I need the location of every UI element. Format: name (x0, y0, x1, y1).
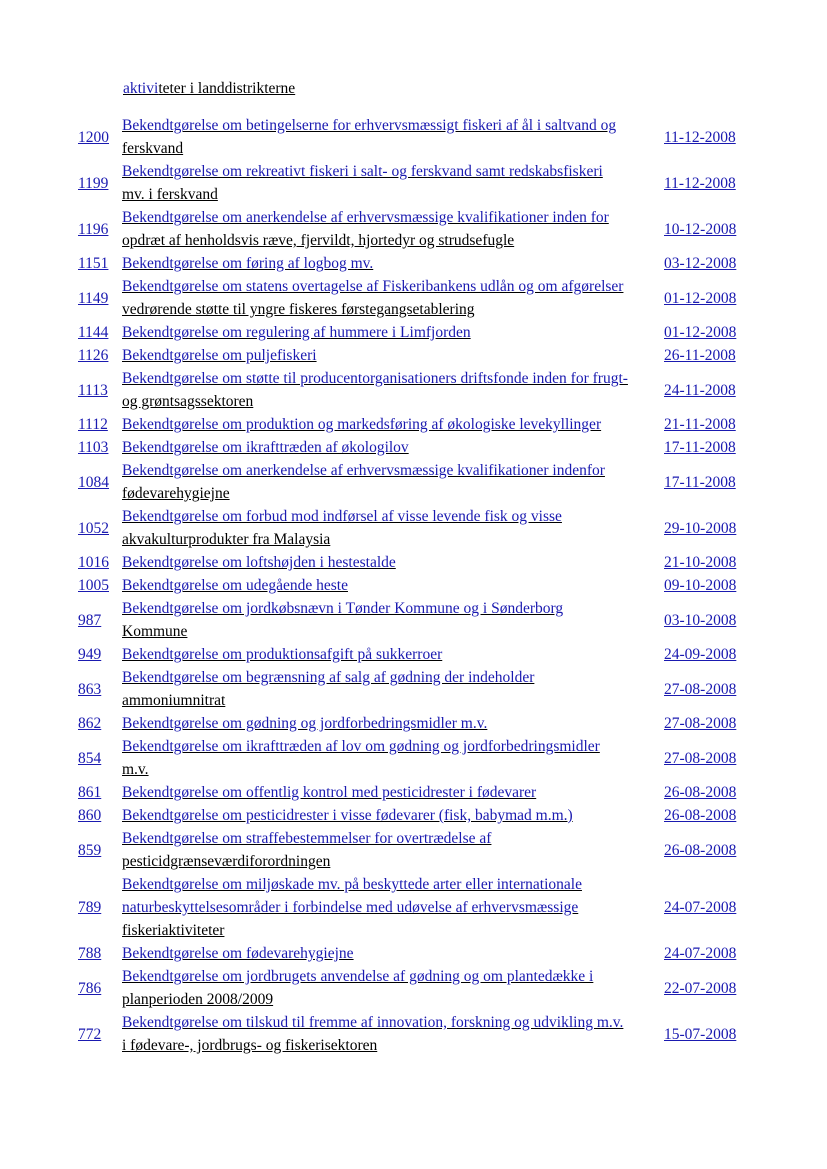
regulation-number-link[interactable]: 1151 (78, 255, 109, 272)
regulation-date-link[interactable]: 03-10-2008 (664, 611, 737, 629)
title-line-2[interactable]: pesticidgrænseværdiforordningen (122, 853, 331, 870)
regulation-title-link[interactable] (122, 643, 664, 666)
regulation-title-link[interactable] (122, 275, 664, 321)
regulation-number-link[interactable]: 862 (78, 715, 102, 732)
regulation-title-link[interactable] (122, 367, 664, 413)
title-line-1[interactable]: Bekendtgørelse om ikrafttræden af økologilov (122, 439, 409, 456)
list-item (78, 873, 746, 942)
regulation-title-link[interactable] (122, 160, 664, 206)
title-line-2[interactable]: m.v. (122, 761, 149, 778)
list-item (78, 367, 746, 413)
regulation-title-link[interactable] (122, 666, 664, 712)
title-line-2[interactable]: ferskvand (122, 140, 184, 157)
title-line-1[interactable]: Bekendtgørelse om anerkendelse af erhvervsmæssige kvalifikationer indenfor (122, 462, 605, 479)
title-line-2[interactable]: i fødevare-, jordbrugs- og fiskerisektoren (122, 1037, 378, 1054)
title-line-1[interactable]: Bekendtgørelse om udegående heste (122, 577, 348, 594)
continued-title-link-part[interactable]: aktivi (123, 80, 159, 97)
list-item (78, 413, 746, 436)
regulation-date-link[interactable]: 27-08-2008 (664, 715, 737, 732)
title-line-1[interactable]: Bekendtgørelse om begrænsning af salg af gødning der indeholder (122, 669, 535, 686)
title-line-1[interactable]: Bekendtgørelse om miljøskade mv. på beskyttede arter eller internationale (122, 876, 582, 893)
regulation-number-link[interactable]: 1052 (78, 519, 109, 537)
regulation-number-link[interactable]: 788 (78, 945, 102, 962)
title-line-1[interactable]: Bekendtgørelse om pesticidrester i visse fødevarer (fisk, babymad m.m.) (122, 807, 573, 824)
regulation-date-link[interactable]: 17-11-2008 (664, 473, 736, 491)
title-line-1[interactable]: Bekendtgørelse om betingelserne for erhvervsmæssigt fiskeri af ål i saltvand og (122, 117, 617, 134)
title-line-1[interactable]: Bekendtgørelse om statens overtagelse af Fiskeribankens udlån og om afgørelser (122, 278, 624, 295)
regulation-date-link[interactable]: 01-12-2008 (664, 324, 737, 341)
title-line-1[interactable]: Bekendtgørelse om offentlig kontrol med pesticidrester i fødevarer (122, 784, 537, 801)
title-line-1[interactable]: Bekendtgørelse om jordkøbsnævn i Tønder Kommune og i Sønderborg (122, 600, 564, 617)
regulation-number-link[interactable]: 854 (78, 749, 102, 767)
title-line-1[interactable]: Bekendtgørelse om føring af logbog mv. (122, 255, 374, 272)
regulation-number-link[interactable]: 863 (78, 680, 102, 698)
regulation-title-link[interactable] (122, 344, 664, 367)
regulation-date-link[interactable]: 24-09-2008 (664, 646, 737, 663)
regulation-date-link[interactable]: 27-08-2008 (664, 680, 737, 698)
title-line-1[interactable]: Bekendtgørelse om støtte til producentorganisationers driftsfonde inden for frugt- (122, 370, 628, 387)
list-item (78, 344, 746, 367)
regulation-number-link[interactable]: 1199 (78, 174, 109, 192)
list-item (78, 321, 746, 344)
title-line-2[interactable]: fødevarehygiejne (122, 485, 230, 502)
regulation-date-link[interactable]: 27-08-2008 (664, 749, 737, 767)
regulation-title-link[interactable] (122, 206, 664, 252)
list-item (78, 114, 746, 160)
title-line-2[interactable]: opdræt af henholdsvis ræve, fjervildt, hjortedyr og strudsefugle (122, 232, 515, 249)
list-item (78, 804, 746, 827)
regulation-number-link[interactable]: 861 (78, 784, 102, 801)
regulation-date-link[interactable]: 26-08-2008 (664, 841, 737, 859)
list-item (78, 275, 746, 321)
title-line-2[interactable]: planperioden 2008/2009 (122, 991, 274, 1008)
regulation-number-link[interactable]: 1016 (78, 554, 109, 571)
regulation-title-link[interactable] (122, 873, 664, 942)
regulation-date-link[interactable]: 09-10-2008 (664, 577, 737, 594)
regulation-number-link[interactable]: 786 (78, 979, 102, 997)
title-line-1[interactable]: Bekendtgørelse om ikrafttræden af lov om gødning og jordforbedringsmidler (122, 738, 600, 755)
regulation-date-link[interactable]: 24-11-2008 (664, 381, 736, 399)
list-item (78, 712, 746, 735)
regulation-date-link[interactable]: 11-12-2008 (664, 174, 736, 192)
regulation-number-link[interactable]: 789 (78, 899, 102, 916)
list-item (78, 942, 746, 965)
list-item (78, 965, 746, 1011)
regulation-number-link[interactable]: 1103 (78, 439, 109, 456)
list-item (78, 666, 746, 712)
title-line-2[interactable]: Kommune (122, 623, 188, 640)
regulation-date-link[interactable]: 11-12-2008 (664, 128, 736, 146)
title-line-3[interactable]: fiskeriaktiviteter (122, 922, 225, 939)
list-item (78, 252, 746, 275)
title-line-1[interactable]: Bekendtgørelse om produktionsafgift på sukkerroer (122, 646, 443, 663)
list-item (78, 551, 746, 574)
regulation-title-link[interactable] (122, 413, 664, 436)
regulation-date-link[interactable]: 15-07-2008 (664, 1025, 737, 1043)
title-line-1[interactable]: Bekendtgørelse om regulering af hummere i Limfjorden (122, 324, 471, 341)
regulation-number-link[interactable]: 1005 (78, 577, 109, 594)
title-line-1[interactable]: Bekendtgørelse om rekreativt fiskeri i salt- og ferskvand samt redskabsfiskeri (122, 163, 603, 180)
regulation-number-link[interactable]: 1112 (78, 416, 108, 433)
list-item (78, 781, 746, 804)
title-line-1[interactable]: Bekendtgørelse om produktion og markedsføring af økologiske levekyllinger (122, 416, 602, 433)
regulation-number-link[interactable]: 859 (78, 841, 102, 859)
title-line-2[interactable]: vedrørende støtte til yngre fiskeres førstegangsetablering (122, 301, 475, 318)
list-item (78, 206, 746, 252)
regulation-number-link[interactable]: 772 (78, 1025, 102, 1043)
regulation-title-link[interactable] (122, 1011, 664, 1057)
regulation-title-link[interactable] (122, 114, 664, 160)
continued-title-rest: teter i landdistrikterne (158, 80, 296, 97)
list-item (78, 827, 746, 873)
list-item (78, 505, 746, 551)
regulation-list (78, 114, 746, 1057)
title-line-2[interactable]: mv. i ferskvand (122, 186, 218, 203)
list-item (78, 735, 746, 781)
list-item (78, 459, 746, 505)
regulation-date-link[interactable]: 24-07-2008 (664, 945, 737, 962)
regulation-number-link[interactable]: 1196 (78, 220, 109, 238)
regulation-title-link[interactable] (122, 459, 664, 505)
regulation-number-link[interactable]: 949 (78, 646, 102, 663)
title-line-1[interactable]: Bekendtgørelse om puljefiskeri (122, 347, 317, 364)
regulation-number-link[interactable]: 1084 (78, 473, 109, 491)
regulation-title-link[interactable] (122, 597, 664, 643)
regulation-number-link[interactable]: 1200 (78, 128, 109, 146)
title-line-1[interactable]: Bekendtgørelse om loftshøjden i hestestalde (122, 554, 396, 571)
regulation-title-link[interactable] (122, 252, 664, 275)
regulation-number-link[interactable]: 1113 (78, 381, 108, 399)
list-item (78, 597, 746, 643)
regulation-date-link[interactable]: 21-11-2008 (664, 416, 736, 433)
title-line-2[interactable]: og grøntsagssektoren (122, 393, 254, 410)
regulation-date-link[interactable]: 29-10-2008 (664, 519, 737, 537)
list-item (78, 574, 746, 597)
title-line-1[interactable]: Bekendtgørelse om jordbrugets anvendelse af gødning og om plantedække i (122, 968, 594, 985)
regulation-date-link[interactable]: 17-11-2008 (664, 439, 736, 456)
regulation-date-link[interactable]: 26-08-2008 (664, 807, 737, 824)
regulation-title-link[interactable] (122, 712, 664, 735)
title-line-1[interactable]: Bekendtgørelse om anerkendelse af erhvervsmæssige kvalifikationer inden for (122, 209, 609, 226)
list-item (78, 160, 746, 206)
regulation-date-link[interactable]: 26-08-2008 (664, 784, 737, 801)
regulation-number-link[interactable]: 1126 (78, 347, 109, 364)
title-line-1[interactable]: Bekendtgørelse om forbud mod indførsel af visse levende fisk og visse (122, 508, 562, 525)
regulation-title-link[interactable] (122, 781, 664, 804)
regulation-date-link[interactable]: 21-10-2008 (664, 554, 737, 571)
title-line-2[interactable]: akvakulturprodukter fra Malaysia (122, 531, 331, 548)
regulation-number-link[interactable]: 1144 (78, 324, 109, 341)
regulation-date-link[interactable]: 24-07-2008 (664, 899, 737, 916)
list-item (78, 1011, 746, 1057)
list-item (78, 643, 746, 666)
title-line-1[interactable]: Bekendtgørelse om straffebestemmelser for overtrædelse af (122, 830, 492, 847)
title-line-2[interactable]: ammoniumnitrat (122, 692, 226, 709)
regulation-date-link[interactable]: 01-12-2008 (664, 289, 737, 307)
title-line-1[interactable]: Bekendtgørelse om gødning og jordforbedringsmidler m.v. (122, 715, 488, 732)
regulation-date-link[interactable]: 03-12-2008 (664, 255, 737, 272)
regulation-title-link[interactable] (122, 942, 664, 965)
regulation-date-link[interactable]: 26-11-2008 (664, 347, 736, 364)
list-item (78, 436, 746, 459)
regulation-title-link[interactable] (122, 965, 664, 1011)
regulation-title-link[interactable] (122, 574, 664, 597)
regulation-date-link[interactable]: 22-07-2008 (664, 979, 737, 997)
regulation-date-link[interactable]: 10-12-2008 (664, 220, 737, 238)
title-line-1[interactable]: Bekendtgørelse om fødevarehygiejne (122, 945, 354, 962)
continued-title[interactable] (123, 80, 295, 98)
regulation-title-link[interactable] (122, 551, 664, 574)
title-line-1[interactable]: Bekendtgørelse om tilskud til fremme af innovation, forskning og udvikling m.v. (122, 1014, 624, 1031)
regulation-title-link[interactable] (122, 827, 664, 873)
regulation-number-link[interactable]: 1149 (78, 289, 109, 307)
regulation-number-link[interactable]: 860 (78, 807, 102, 824)
regulation-title-link[interactable] (122, 804, 664, 827)
regulation-title-link[interactable] (122, 735, 664, 781)
regulation-title-link[interactable] (122, 321, 664, 344)
regulation-number-link[interactable]: 987 (78, 611, 102, 629)
regulation-title-link[interactable] (122, 505, 664, 551)
title-line-2[interactable]: naturbeskyttelsesområder i forbindelse med udøvelse af erhvervsmæssige (122, 899, 579, 916)
regulation-title-link[interactable] (122, 436, 664, 459)
